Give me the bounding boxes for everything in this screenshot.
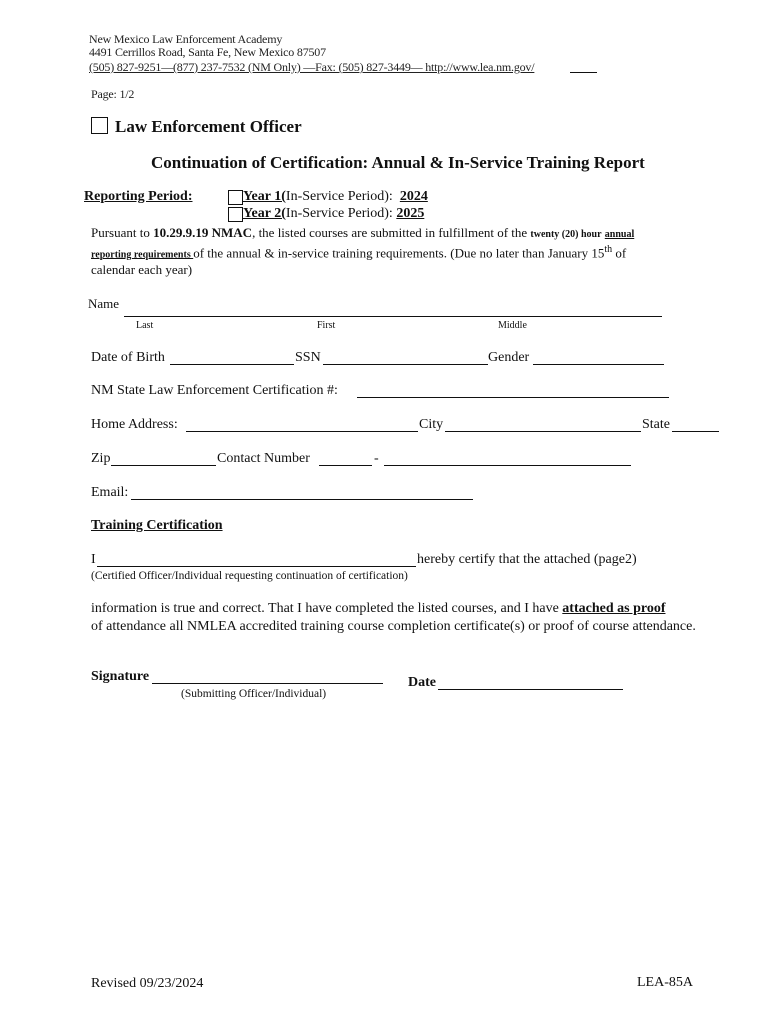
nmac-code: 10.29.9.19 NMAC: [153, 225, 253, 240]
date-label: Date: [408, 675, 436, 690]
org-address: 4491 Cerrillos Road, Santa Fe, New Mexico 87507: [89, 45, 326, 59]
certify-i: I: [91, 552, 96, 567]
certification-number-label: NM State Law Enforcement Certification #:: [91, 383, 338, 398]
signature-caption: (Submitting Officer/Individual): [181, 688, 327, 700]
dob-field[interactable]: [170, 364, 294, 365]
ssn-label: SSN: [295, 350, 321, 365]
year2-label: Year 2(: [243, 206, 286, 221]
name-middle-caption: Middle: [498, 320, 527, 331]
certify-line1: [91, 601, 665, 617]
form-number: LEA-85A: [637, 975, 693, 990]
pursuant-text-d: of: [612, 245, 627, 261]
name-first-caption: First: [317, 320, 336, 331]
state-label: State: [642, 417, 670, 432]
header-underline-tail: [570, 72, 597, 73]
law-enforcement-officer-checkbox[interactable]: [91, 117, 108, 134]
zip-field[interactable]: [111, 465, 216, 466]
home-address-field[interactable]: [186, 431, 418, 432]
city-label: City: [419, 417, 444, 432]
state-field[interactable]: [672, 431, 719, 432]
year1-checkbox[interactable]: [228, 190, 243, 205]
certify-statement: hereby certify that the attached (page2): [417, 552, 637, 567]
org-name: New Mexico Law Enforcement Academy: [89, 32, 283, 46]
email-label: Email:: [91, 485, 129, 500]
email-field[interactable]: [131, 499, 473, 500]
certify-line1-text: information is true and correct. That I have completed the listed courses, and I have: [91, 601, 563, 616]
certifying-officer-name-field[interactable]: [97, 566, 416, 567]
zip-label: Zip: [91, 451, 111, 466]
reporting-period-label: Reporting Period:: [84, 189, 193, 204]
pursuant-line1: [91, 225, 634, 241]
year2-checkbox[interactable]: [228, 207, 243, 222]
year2-period: In-Service Period):: [285, 206, 393, 221]
requirements-text: reporting requirements: [91, 249, 194, 261]
gender-field[interactable]: [533, 364, 664, 365]
form-title: Continuation of Certification: Annual & In-Service Training Report: [151, 153, 645, 172]
pursuant-line2: [91, 244, 626, 261]
year2-value: 2025: [396, 206, 425, 221]
ordinal-suffix: th: [604, 244, 613, 255]
year2-option: [243, 206, 424, 222]
date-field[interactable]: [438, 689, 623, 690]
name-field[interactable]: [124, 316, 662, 317]
annual-text: annual: [604, 229, 635, 240]
gender-label: Gender: [488, 350, 530, 365]
signature-field[interactable]: [152, 683, 383, 684]
pursuant-text-a: Pursuant to: [91, 225, 154, 240]
attached-as-proof: attached as proof: [562, 601, 666, 616]
dob-label: Date of Birth: [91, 350, 165, 365]
law-enforcement-officer-label: Law Enforcement Officer: [115, 117, 302, 136]
org-contact: (505) 827-9251—(877) 237-7532 (NM Only) —Fax: (505) 827-3449— http://www.lea.nm.gov/: [89, 60, 535, 74]
name-label: Name: [88, 296, 120, 311]
year1-label: Year 1(: [243, 189, 286, 204]
certify-line2: of attendance all NMLEA accredited training course completion certificate(s) or proof of course attendance.: [91, 619, 696, 634]
pursuant-text-b: , the listed courses are submitted in fulfillment of the: [252, 225, 531, 240]
certification-number-field[interactable]: [357, 397, 669, 398]
pursuant-text-c: of the annual & in-service training requirements. (Due no later than January 15: [193, 245, 605, 261]
contact-area-code-field[interactable]: [319, 465, 372, 466]
ssn-field[interactable]: [323, 364, 488, 365]
contact-dash: -: [374, 451, 379, 466]
signature-label: Signature: [91, 669, 150, 684]
year1-option: [243, 189, 428, 205]
contact-number-label: Contact Number: [217, 451, 310, 466]
pursuant-line3: calendar each year): [91, 262, 193, 277]
name-last-caption: Last: [136, 320, 154, 331]
page-number: Page: 1/2: [91, 87, 135, 101]
year1-period: In-Service Period):: [285, 189, 393, 204]
revised-date: Revised 09/23/2024: [91, 976, 204, 991]
training-certification-heading: Training Certification: [91, 518, 223, 533]
hours-text: twenty (20) hour: [530, 229, 602, 240]
contact-number-field[interactable]: [384, 465, 631, 466]
city-field[interactable]: [445, 431, 641, 432]
year1-value: 2024: [399, 189, 428, 204]
home-address-label: Home Address:: [91, 417, 178, 432]
certify-caption: (Certified Officer/Individual requesting continuation of certification): [91, 570, 408, 582]
